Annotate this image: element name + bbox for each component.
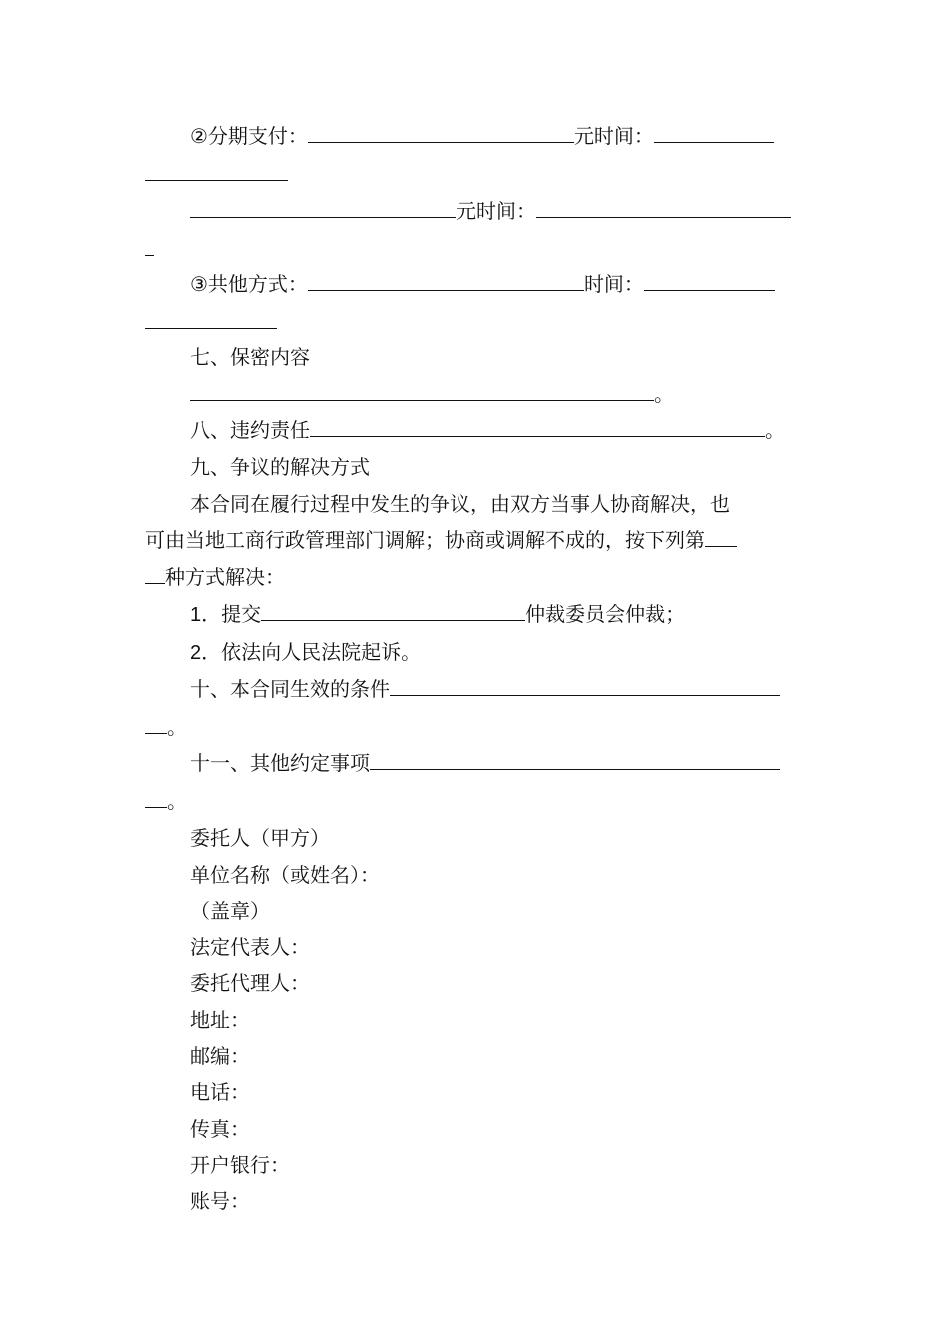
dispute-text-2-line — [145, 526, 805, 554]
option-2-text: 依法向人民法院起诉。 — [221, 640, 422, 664]
other-terms-cont — [145, 787, 805, 815]
breach-end: 。 — [765, 418, 785, 442]
party-a-legal-rep: 法定代表人： — [190, 935, 310, 959]
installment-time-field-cont[interactable] — [145, 160, 288, 181]
option-1-number: 1． — [190, 604, 222, 626]
option-1-post: 仲裁委员会仲裁； — [525, 602, 686, 626]
breach-line — [190, 416, 805, 444]
confidentiality-field[interactable] — [190, 380, 654, 401]
party-a-agent: 委托代理人： — [190, 971, 310, 995]
party-a-address: 地址： — [190, 1008, 250, 1032]
other-terms-end: 。 — [167, 789, 187, 813]
party-a-account: 账号： — [190, 1189, 250, 1213]
dispute-option-field[interactable] — [705, 526, 737, 547]
installment-line-cont — [145, 160, 805, 188]
installment-second-line — [190, 197, 805, 225]
dispute-option-field-cont[interactable] — [145, 563, 165, 584]
installment-second-time-field[interactable] — [536, 197, 791, 218]
other-method-cont — [145, 308, 805, 336]
breach-field[interactable] — [310, 416, 765, 437]
effective-end: 。 — [167, 715, 187, 739]
other-method-label: ③共他方式： — [190, 272, 308, 296]
other-terms-line — [190, 749, 805, 777]
dispute-text-1: 本合同在履行过程中发生的争议，由双方当事人协商解决，也 — [190, 492, 730, 516]
installment-second-unit: 元时间： — [456, 199, 536, 223]
dispute-text-2: 可由当地工商行政管理部门调解；协商或调解不成的，按下列第 — [145, 528, 705, 552]
other-method-field[interactable] — [308, 270, 584, 291]
effective-field[interactable] — [390, 675, 780, 696]
effective-heading: 十、本合同生效的条件 — [190, 677, 390, 701]
other-terms-field[interactable] — [370, 749, 780, 770]
option-2-number: 2． — [190, 642, 222, 664]
arbitration-committee-field[interactable] — [261, 600, 525, 621]
party-a-phone: 电话： — [190, 1080, 250, 1104]
party-a-bank: 开户银行： — [190, 1153, 290, 1177]
installment-amount-field[interactable] — [308, 122, 574, 143]
dispute-option-2 — [190, 638, 805, 666]
party-a-seal: （盖章） — [190, 899, 270, 923]
party-a-fax: 传真： — [190, 1117, 250, 1141]
installment-time-field[interactable] — [654, 122, 774, 143]
effective-line — [190, 675, 805, 703]
confidentiality-end: 。 — [654, 382, 674, 406]
confidentiality-heading: 七、保密内容 — [190, 345, 310, 369]
installment-line — [190, 122, 805, 150]
dispute-text-3: 种方式解决： — [165, 565, 285, 589]
installment-unit: 元时间： — [573, 124, 654, 148]
other-method-time-label: 时间： — [583, 272, 644, 296]
breach-heading: 八、违约责任 — [190, 418, 310, 442]
installment-second-time-field-cont[interactable] — [145, 235, 154, 256]
party-a-title: 委托人（甲方） — [190, 826, 330, 850]
party-a-name: 单位名称（或姓名）： — [190, 863, 380, 887]
other-method-time-field[interactable] — [644, 270, 775, 291]
other-method-line — [190, 270, 805, 298]
installment-label: ②分期支付： — [190, 124, 308, 148]
other-terms-field-cont[interactable] — [145, 787, 167, 808]
dispute-option-1 — [190, 600, 805, 628]
confidentiality-line — [190, 380, 805, 408]
other-method-time-field-cont[interactable] — [145, 308, 277, 329]
installment-second-amount-field[interactable] — [190, 197, 456, 218]
effective-cont — [145, 713, 805, 741]
option-1-pre: 提交 — [221, 602, 262, 626]
effective-field-cont[interactable] — [145, 713, 167, 734]
other-terms-heading: 十一、其他约定事项 — [190, 751, 370, 775]
party-a-postcode: 邮编： — [190, 1044, 250, 1068]
dispute-heading: 九、争议的解决方式 — [190, 455, 370, 479]
installment-second-cont — [145, 235, 805, 263]
dispute-text-3-line — [145, 563, 805, 591]
